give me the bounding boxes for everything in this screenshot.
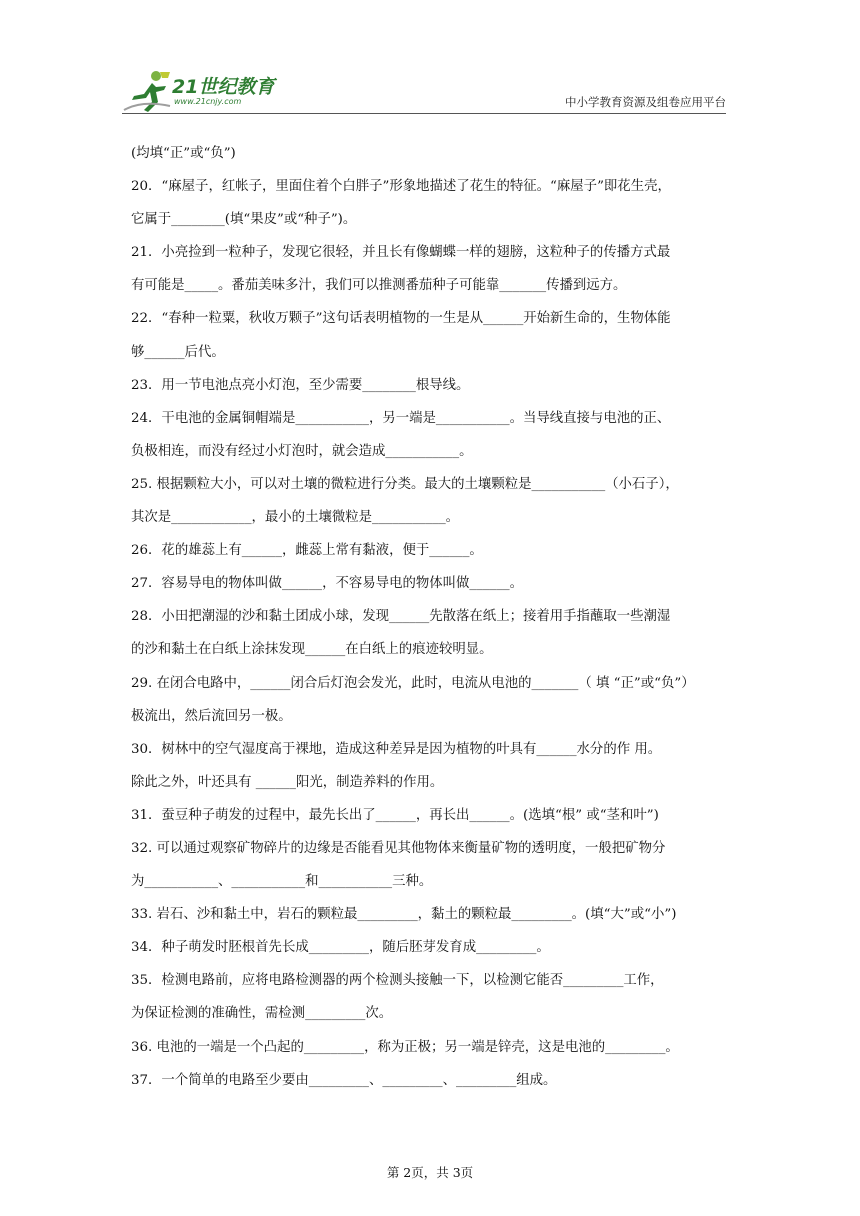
text-line: 34．种子萌发时胚根首先长成_________，随后胚芽发育成_________。	[131, 940, 550, 956]
text-line: 为___________、___________和___________三种。	[131, 874, 433, 890]
question-list	[131, 137, 731, 1097]
text-line: 为保证检测的准确性，需检测_________次。	[131, 1006, 393, 1022]
text-line: 35．检测电路前，应将电路检测器的两个检测头接触一下，以检测它能否_________工作，	[131, 973, 664, 989]
page-number: 第 2页，共 3页	[386, 1165, 474, 1180]
text-line: 25. 根据颗粒大小，可以对土壤的微粒进行分类。最大的土壤颗粒是___________（小石子），	[131, 476, 679, 492]
text-line: 26．花的雄蕊上有______，雌蕊上常有黏液，便于______。	[131, 543, 483, 559]
logo-url: www.21cnjy.com	[174, 97, 242, 106]
text-line: 31．蚕豆种子萌发的过程中，最先长出了______，再长出______。(选填“根” 或“茎和叶”)	[131, 807, 659, 823]
text-line: 极流出，然后流回另一极。	[131, 708, 292, 724]
text-line: 的沙和黏土在白纸上涂抹发现______在白纸上的痕迹较明显。	[131, 642, 493, 658]
header-divider	[122, 113, 726, 114]
text-line: 32. 可以通过观察矿物碎片的边缘是否能看见其他物体来衡量矿物的透明度，一般把矿物分	[131, 840, 666, 856]
logo-text: 21世纪教育	[172, 76, 275, 98]
text-line: 它属于________(填“果皮”或“种子”)。	[131, 212, 357, 228]
platform-name: 中小学教育资源及组卷应用平台	[565, 95, 726, 109]
text-line: 20．“麻屋子，红帐子，里面住着个白胖子”形象地描述了花生的特征。“麻屋子”即花生壳，	[131, 179, 671, 195]
text-line: 有可能是_____。番茄美味多汁，我们可以推测番茄种子可能靠_______传播到远方。	[131, 278, 627, 294]
text-line: 27．容易导电的物体叫做______，不容易导电的物体叫做______。	[131, 576, 523, 592]
page-header	[122, 70, 726, 114]
text-line: (均填“正”或“负”)	[131, 146, 236, 161]
logo	[122, 70, 292, 114]
text-line: 36. 电池的一端是一个凸起的_________，称为正极；另一端是锌壳，这是电池的_________。	[131, 1039, 679, 1055]
text-line: 21．小亮捡到一粒种子，发现它很轻，并且长有像蝴蝶一样的翅膀，这粒种子的传播方式最	[131, 245, 671, 261]
text-line: 其次是____________，最小的土壤微粒是___________。	[131, 510, 460, 526]
text-line: 33. 岩石、沙和黏土中，岩石的颗粒最_________，黏土的颗粒最_________。(填“大”或“小”)	[131, 907, 677, 923]
text-line: 除此之外，叶还具有 ______阳光，制造养料的作用。	[131, 774, 444, 790]
text-line: 23．用一节电池点亮小灯泡，至少需要________根导线。	[131, 377, 470, 393]
text-line: 30．树林中的空气湿度高于裸地，造成这种差异是因为植物的叶具有______水分的作 用。	[131, 741, 662, 757]
text-line: 28．小田把潮湿的沙和黏土团成小球，发现______先散落在纸上；接着用手指蘸取一些潮湿	[131, 609, 671, 625]
runner-logo-icon	[122, 70, 174, 114]
text-line: 22．“春种一粒粟，秋收万颗子”这句话表明植物的一生是从______开始新生命的，生物体能	[131, 311, 671, 327]
text-line: 够______后代。	[131, 344, 225, 360]
text-line: 负极相连，而没有经过小灯泡时，就会造成___________。	[131, 443, 473, 459]
text-line: 37．一个简单的电路至少要由_________、_________、_________组成。	[131, 1072, 557, 1088]
text-line: 29. 在闭合电路中，______闭合后灯泡会发光，此时，电流从电池的_______（ 填 “正”或“负”）	[131, 675, 695, 691]
text-line: 24．干电池的金属铜帽端是___________，另一端是___________。当导线直接与电池的正、	[131, 410, 671, 426]
